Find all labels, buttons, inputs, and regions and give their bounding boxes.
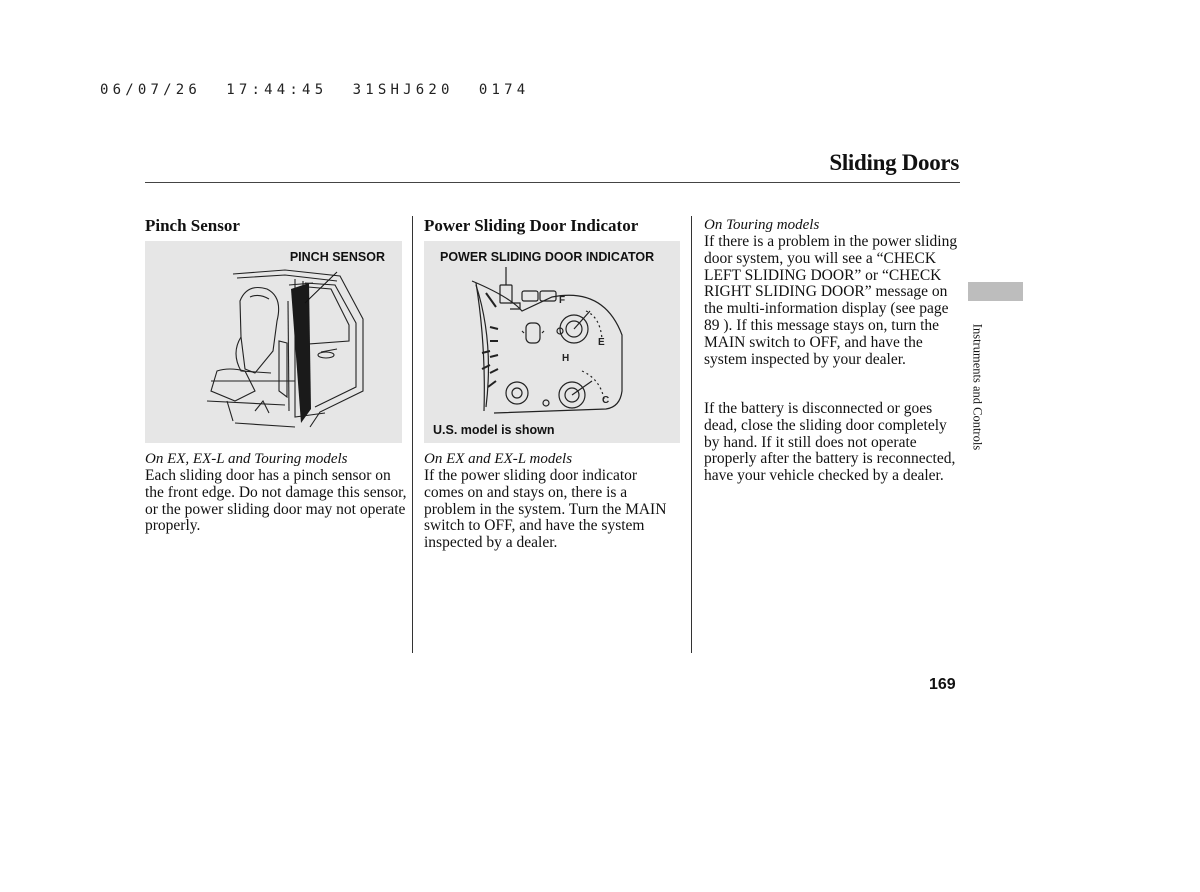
- temp-cold-mark: C: [602, 395, 610, 406]
- indicator-figure-caption: U.S. model is shown: [433, 423, 555, 437]
- indicator-figure-label: POWER SLIDING DOOR INDICATOR: [440, 250, 655, 264]
- pinch-sensor-models: On EX, EX-L and Touring models: [145, 451, 348, 467]
- pinch-sensor-heading: Pinch Sensor: [145, 216, 240, 235]
- column-divider-1: [412, 216, 413, 653]
- fuel-empty-mark: E: [598, 337, 605, 348]
- indicator-models: On EX and EX-L models: [424, 451, 573, 467]
- fuel-full-mark: F: [559, 295, 566, 306]
- section-tab: [968, 282, 1023, 301]
- print-timestamp: 06/07/26 17:44:45 31SHJ620 0174: [100, 82, 530, 98]
- indicator-body: If the power sliding door indicator comes on and stays on, there is a problem in the system. Turn the MAIN switch to OFF, and have the system inspected by a dealer.: [424, 467, 667, 552]
- section-label-text: Instruments and Controls: [970, 323, 985, 451]
- touring-paragraph-1: If there is a problem in the power sliding door system, you will see a “CHECK LEFT SLIDING DOOR” or “CHECK RIGHT SLIDING DOOR” message on the multi-information display (see page 89 ). If this message stays on, turn the MAIN switch to OFF, and have the system inspected by your dealer.: [704, 233, 958, 368]
- pinch-sensor-figure-label: PINCH SENSOR: [289, 250, 385, 264]
- temp-hot-mark: H: [562, 353, 570, 364]
- section-label: [968, 306, 986, 468]
- column-divider-2: [691, 216, 692, 653]
- touring-paragraph-2: If the battery is disconnected or goes dead, close the sliding door completely by hand. If it still does not operate properly after the battery is reconnected, have your vehicle checked by a dealer.: [704, 400, 956, 485]
- instrument-cluster-illustration: [424, 241, 680, 443]
- page-number: 169: [929, 676, 956, 693]
- page-title: Sliding Doors: [829, 150, 959, 175]
- pinch-sensor-figure: [145, 241, 402, 443]
- pinch-sensor-illustration: [145, 241, 402, 443]
- pinch-sensor-body: Each sliding door has a pinch sensor on the front edge. Do not damage this sensor, or the power sliding door may not operate properly.: [145, 467, 407, 535]
- indicator-figure: [424, 241, 680, 443]
- indicator-heading: Power Sliding Door Indicator: [424, 216, 639, 235]
- title-rule: [145, 182, 960, 183]
- touring-models: On Touring models: [704, 217, 820, 233]
